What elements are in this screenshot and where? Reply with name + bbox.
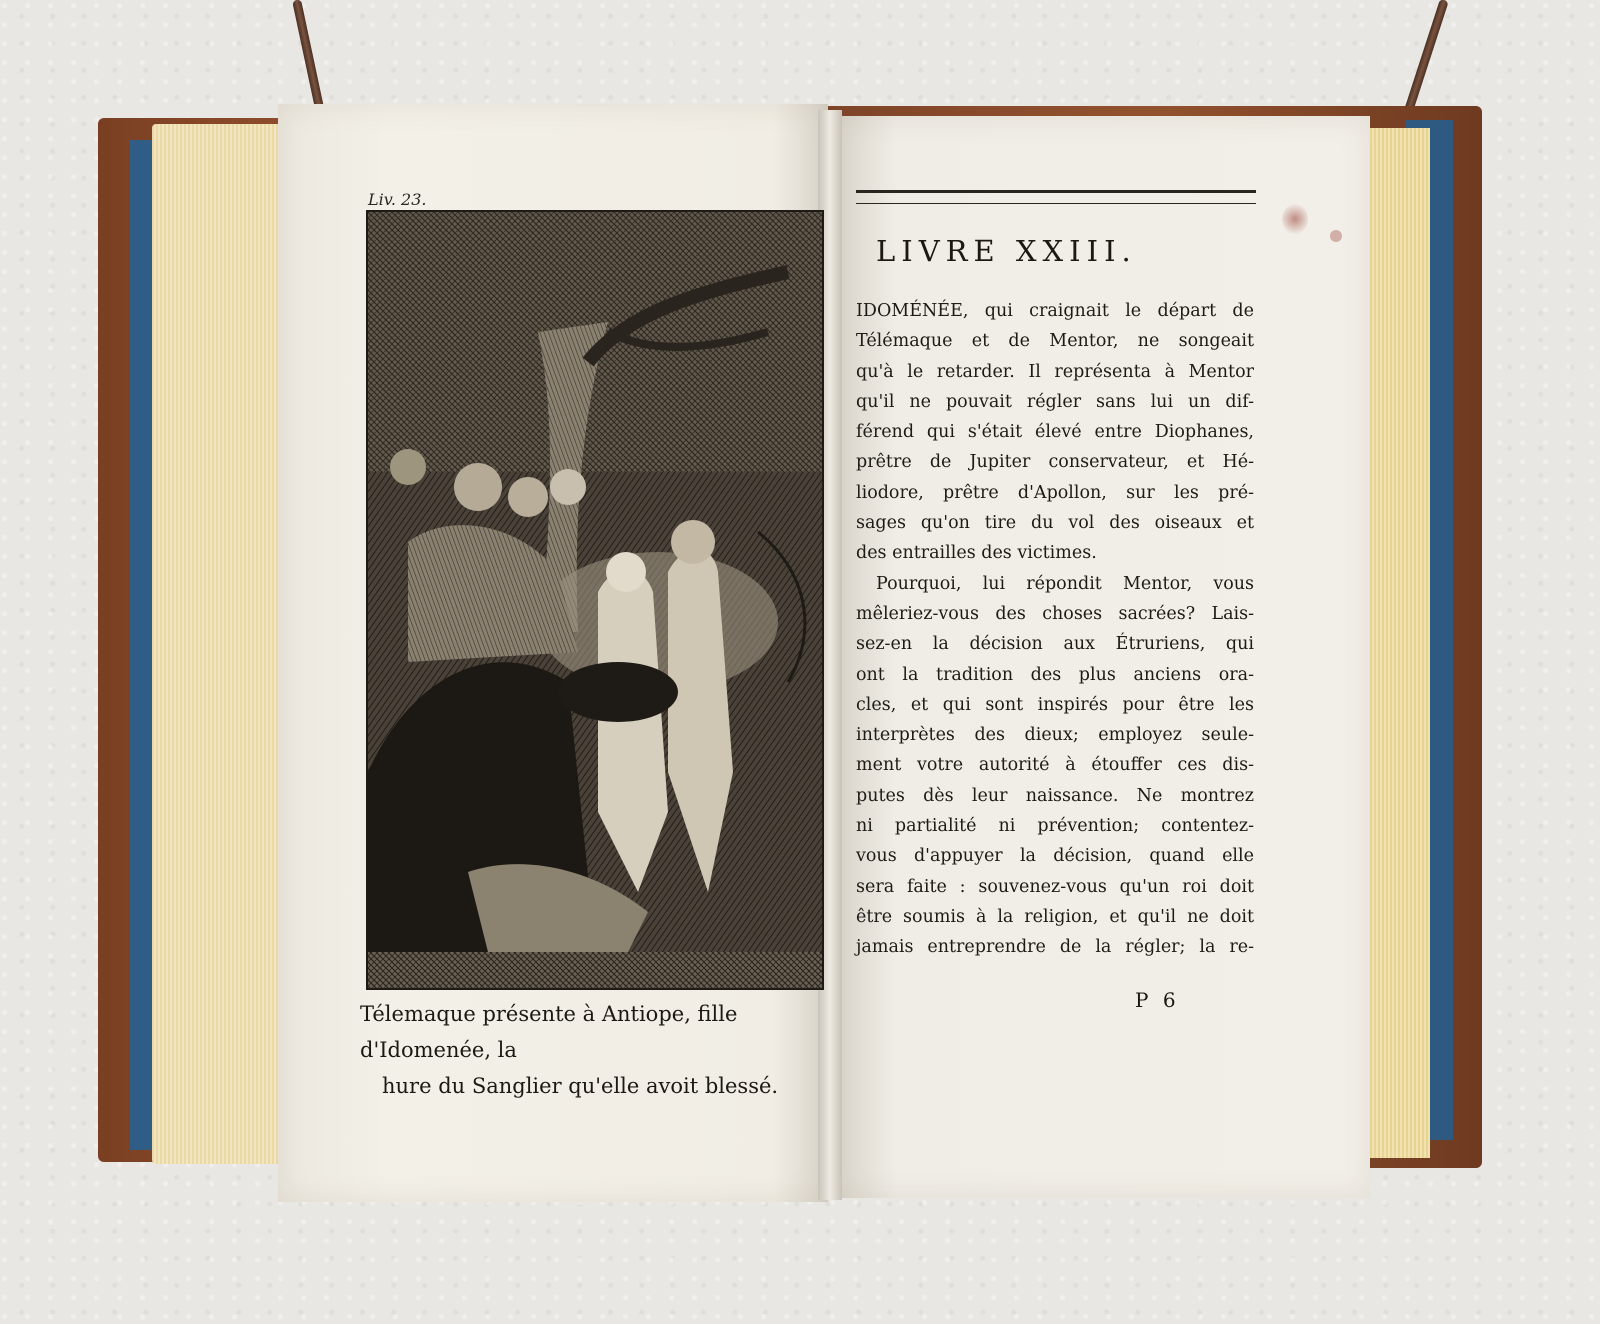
double-rule-ornament — [856, 190, 1256, 204]
text-line: sages qu'on tire du vol des oiseaux et — [856, 513, 1254, 534]
text-line: qu'à le retarder. Il représenta à Mentor — [856, 361, 1254, 382]
text-line: des entrailles des victimes. — [856, 543, 1097, 564]
caption-line-1: Télemaque présente à Antiope, fille d'Idomenée, la — [360, 1002, 738, 1062]
text-line: liodore, prêtre d'Apollon, sur les pré- — [856, 482, 1254, 503]
text-line: Pourquoi, lui répondit Mentor, vous — [876, 573, 1254, 594]
text-line: ni partialité ni prévention; contentez- — [856, 816, 1254, 837]
text-line: qu'il ne pouvait régler sans lui un dif- — [856, 391, 1254, 412]
chapter-title: LIVRE XXIII. — [876, 234, 1137, 268]
running-head: Liv. 23. — [368, 190, 427, 209]
foxing-stain — [1282, 204, 1308, 234]
text-line: Télémaque et de Mentor, ne songeait — [856, 331, 1254, 352]
text-line: putes dès leur naissance. Ne montrez — [856, 785, 1254, 806]
engraving-illustration — [368, 212, 822, 988]
text-line: vous d'appuyer la décision, quand elle — [856, 846, 1254, 867]
text-line: être soumis à la religion, et qu'il ne doit — [856, 906, 1254, 927]
plate-caption — [360, 996, 825, 1104]
caption-line-2: hure du Sanglier qu'elle avoit blessé. — [382, 1074, 779, 1098]
signature-mark: P 6 — [1135, 988, 1180, 1012]
text-line: jamais entreprendre de la régler; la re- — [856, 937, 1254, 958]
text-line: sez-en la décision aux Étruriens, qui — [856, 634, 1254, 655]
text-line: mêleriez-vous des choses sacrées? Lais- — [856, 603, 1254, 624]
body-text — [856, 296, 1254, 963]
text-line: ont la tradition des plus anciens ora- — [856, 664, 1254, 685]
text-line: férend qui s'était élevé entre Diophanes, — [856, 422, 1254, 443]
page-edges-left — [152, 124, 292, 1164]
text-line: sera faite : souvenez-vous qu'un roi doit — [856, 876, 1254, 897]
text-line: IDOMÉNÉE, qui craignait le départ de — [856, 301, 1254, 321]
text-line: cles, et qui sont inspirés pour être les — [856, 694, 1254, 715]
text-line: interprètes des dieux; employez seule- — [856, 725, 1254, 746]
engraving-plate — [366, 210, 824, 990]
text-line: ment votre autorité à étouffer ces dis- — [856, 755, 1254, 776]
foxing-stain — [1330, 230, 1342, 242]
text-line: prêtre de Jupiter conservateur, et Hé- — [856, 452, 1254, 473]
